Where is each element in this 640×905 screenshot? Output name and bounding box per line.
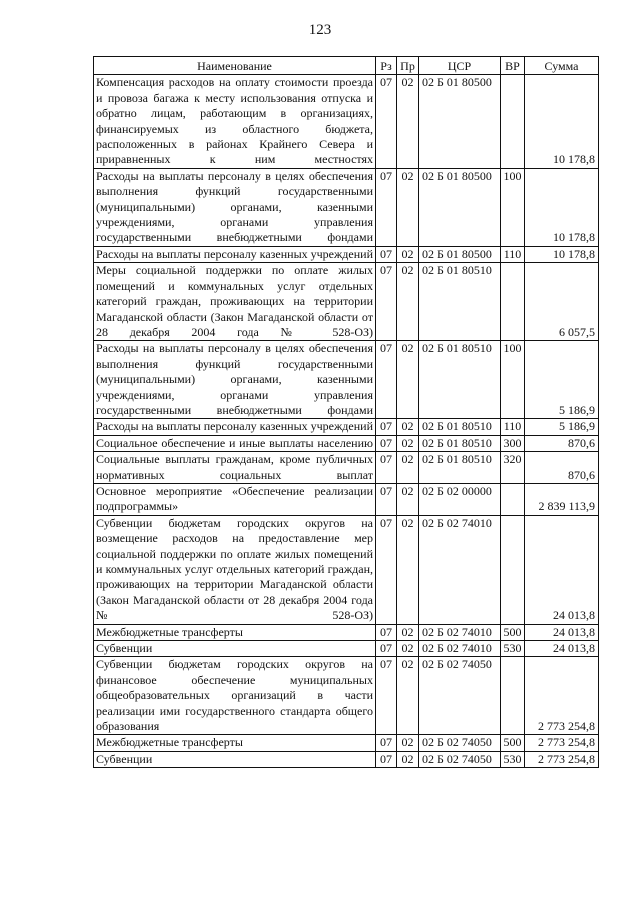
row-name: Социальное обеспечение и иные выплаты населению <box>94 435 376 451</box>
row-pr: 02 <box>397 263 419 341</box>
table-row <box>94 641 599 657</box>
header-csr: ЦСР <box>419 57 501 75</box>
row-sum: 6 057,5 <box>525 263 599 341</box>
row-sum: 24 013,8 <box>525 624 599 640</box>
row-csr: 02 Б 02 74010 <box>419 641 501 657</box>
row-csr: 02 Б 01 80500 <box>419 75 501 168</box>
row-csr: 02 Б 02 00000 <box>419 483 501 515</box>
row-name: Межбюджетные трансферты <box>94 735 376 751</box>
row-vr: 110 <box>501 246 525 262</box>
row-csr: 02 Б 01 80510 <box>419 263 501 341</box>
row-sum: 2 839 113,9 <box>525 483 599 515</box>
row-name: Основное мероприятие «Обеспечение реализации подпрограммы» <box>94 483 376 515</box>
row-vr: 530 <box>501 751 525 767</box>
row-sum: 10 178,8 <box>525 75 599 168</box>
row-sum: 2 773 254,8 <box>525 751 599 767</box>
row-name: Компенсация расходов на оплату стоимости проезда и провоза багажа к месту использования отпуска и обратно лицам, работающим в организациях, финансируемых из областного бюджета, расположенных в районах Крайнего Севера и приравненных к ним местностях <box>94 75 376 168</box>
row-csr: 02 Б 01 80510 <box>419 341 501 419</box>
table-row <box>94 735 599 751</box>
row-rz: 07 <box>376 452 397 484</box>
row-csr: 02 Б 02 74010 <box>419 624 501 640</box>
table-row <box>94 751 599 767</box>
header-rz: Рз <box>376 57 397 75</box>
row-rz: 07 <box>376 246 397 262</box>
row-pr: 02 <box>397 641 419 657</box>
row-rz: 07 <box>376 75 397 168</box>
row-vr: 320 <box>501 452 525 484</box>
row-name: Субвенции бюджетам городских округов на возмещение расходов на предоставление мер социальной поддержки по оплате жилых помещений и коммунальных услуг отдельных категорий граждан, проживающих на территории Магаданской области (Закон Магаданской области от 28 декабря 2004 года № 528-ОЗ) <box>94 515 376 624</box>
row-sum: 2 773 254,8 <box>525 735 599 751</box>
table-row <box>94 75 599 168</box>
row-vr: 300 <box>501 435 525 451</box>
row-vr <box>501 657 525 735</box>
row-name: Субвенции <box>94 641 376 657</box>
table-row <box>94 452 599 484</box>
row-rz: 07 <box>376 483 397 515</box>
header-vr: ВР <box>501 57 525 75</box>
row-name: Меры социальной поддержки по оплате жилых помещений и коммунальных услуг отдельных категорий граждан, проживающих на территории Магаданской области (Закон Магаданской области от 28 декабря 2004 года № 528-ОЗ) <box>94 263 376 341</box>
row-csr: 02 Б 01 80510 <box>419 435 501 451</box>
table-row <box>94 435 599 451</box>
row-name: Расходы на выплаты персоналу в целях обеспечения выполнения функций государственными (муниципальными) органами, казенными учреждениями, органами управления государственными внебюджетными фондами <box>94 168 376 246</box>
row-rz: 07 <box>376 419 397 435</box>
header-name: Наименование <box>94 57 376 75</box>
row-vr <box>501 75 525 168</box>
row-pr: 02 <box>397 75 419 168</box>
table-row <box>94 263 599 341</box>
row-csr: 02 Б 02 74050 <box>419 751 501 767</box>
row-rz: 07 <box>376 641 397 657</box>
row-csr: 02 Б 01 80510 <box>419 419 501 435</box>
row-pr: 02 <box>397 483 419 515</box>
row-vr: 110 <box>501 419 525 435</box>
row-name: Расходы на выплаты персоналу в целях обеспечения выполнения функций государственными (муниципальными) органами, казенными учреждениями, органами управления государственными внебюджетными фондами <box>94 341 376 419</box>
row-vr: 530 <box>501 641 525 657</box>
row-pr: 02 <box>397 657 419 735</box>
row-csr: 02 Б 01 80500 <box>419 168 501 246</box>
row-pr: 02 <box>397 341 419 419</box>
table-row <box>94 246 599 262</box>
table-row <box>94 341 599 419</box>
row-sum: 5 186,9 <box>525 341 599 419</box>
row-pr: 02 <box>397 624 419 640</box>
row-rz: 07 <box>376 751 397 767</box>
row-pr: 02 <box>397 246 419 262</box>
row-pr: 02 <box>397 419 419 435</box>
table-row <box>94 515 599 624</box>
row-csr: 02 Б 02 74050 <box>419 657 501 735</box>
page-number: 123 <box>308 22 332 38</box>
row-name: Расходы на выплаты персоналу казенных учреждений <box>94 246 376 262</box>
budget-table <box>93 56 599 768</box>
row-pr: 02 <box>397 515 419 624</box>
row-vr: 100 <box>501 341 525 419</box>
row-csr: 02 Б 02 74010 <box>419 515 501 624</box>
row-vr: 500 <box>501 735 525 751</box>
row-name: Субвенции <box>94 751 376 767</box>
row-name: Межбюджетные трансферты <box>94 624 376 640</box>
row-rz: 07 <box>376 624 397 640</box>
row-sum: 10 178,8 <box>525 246 599 262</box>
row-vr <box>501 263 525 341</box>
row-rz: 07 <box>376 515 397 624</box>
table-row <box>94 483 599 515</box>
row-rz: 07 <box>376 263 397 341</box>
row-csr: 02 Б 01 80510 <box>419 452 501 484</box>
row-rz: 07 <box>376 657 397 735</box>
row-csr: 02 Б 02 74050 <box>419 735 501 751</box>
table-row <box>94 419 599 435</box>
row-rz: 07 <box>376 341 397 419</box>
table-header-row <box>94 57 599 75</box>
row-pr: 02 <box>397 168 419 246</box>
row-pr: 02 <box>397 452 419 484</box>
header-pr: Пр <box>397 57 419 75</box>
row-name: Субвенции бюджетам городских округов на финансовое обеспечение муниципальных общеобразовательных организаций в части реализации ими государственного стандарта общего образования <box>94 657 376 735</box>
row-name: Расходы на выплаты персоналу казенных учреждений <box>94 419 376 435</box>
header-sum: Сумма <box>525 57 599 75</box>
row-sum: 24 013,8 <box>525 515 599 624</box>
table-row <box>94 657 599 735</box>
row-rz: 07 <box>376 168 397 246</box>
table-row <box>94 624 599 640</box>
row-sum: 870,6 <box>525 435 599 451</box>
row-sum: 5 186,9 <box>525 419 599 435</box>
row-rz: 07 <box>376 735 397 751</box>
row-vr <box>501 515 525 624</box>
row-rz: 07 <box>376 435 397 451</box>
row-sum: 24 013,8 <box>525 641 599 657</box>
row-vr <box>501 483 525 515</box>
row-csr: 02 Б 01 80500 <box>419 246 501 262</box>
row-pr: 02 <box>397 751 419 767</box>
row-sum: 10 178,8 <box>525 168 599 246</box>
row-pr: 02 <box>397 435 419 451</box>
row-pr: 02 <box>397 735 419 751</box>
row-sum: 870,6 <box>525 452 599 484</box>
row-vr: 100 <box>501 168 525 246</box>
row-sum: 2 773 254,8 <box>525 657 599 735</box>
row-name: Социальные выплаты гражданам, кроме публичных нормативных социальных выплат <box>94 452 376 484</box>
table-row <box>94 168 599 246</box>
row-vr: 500 <box>501 624 525 640</box>
